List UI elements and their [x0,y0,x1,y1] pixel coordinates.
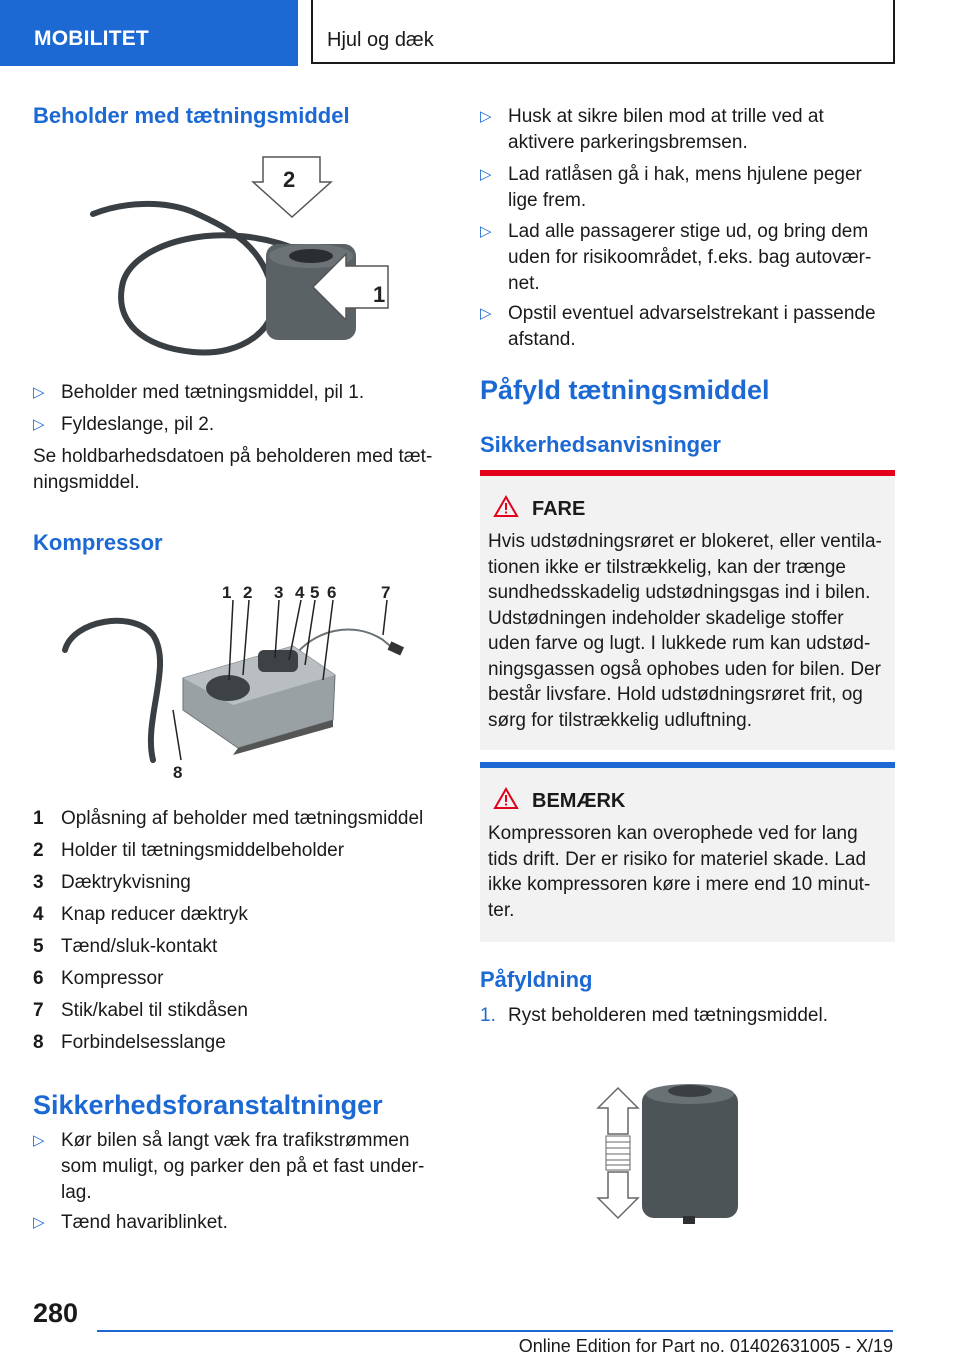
callout-7: 7 [381,583,391,602]
notice-box [480,762,895,942]
heading-container: Beholder med tætningsmiddel [33,103,350,128]
legend-item: 8 Forbindelsesslange [33,1032,226,1053]
callout-2: 2 [243,583,253,602]
danger-title: FARE [532,498,586,520]
callout-1: 1 [222,583,232,602]
callout-3: 3 [274,583,284,602]
callout-6: 6 [327,583,337,602]
heading-safety: Sikkerhedsforanstaltninger [33,1090,383,1120]
warning-triangle-icon [494,788,518,815]
legend-item: 7 Stik/kabel til stikdåsen [33,1000,248,1021]
shake-container-figure [580,1078,760,1228]
container-hose-figure [83,152,386,362]
callout-4: 4 [295,583,305,602]
safety-item: ▷ Lad alle passagerer stige ud, og bring dem uden for risikoområdet, f.eks. bag autoværnet. [480,221,872,294]
safety-item: ▷ Husk at sikre bilen mod at trille ved at aktivere parkeringsbremsen. [480,106,824,153]
legend-item: 4 Knap reducer dæktryk [33,904,248,925]
callout-8: 8 [173,763,183,782]
chapter-title: Hjul og dæk [311,0,895,64]
heading-safety-notes: Sikkerhedsanvisninger [480,432,721,457]
legend-item: 5 Tænd/sluk-kontakt [33,936,218,957]
legend-item: 6 Kompressor [33,968,164,989]
heading-fill-sealant: Påfyld tætningsmiddel [480,375,770,405]
heading-compressor: Kompressor [33,530,163,555]
safety-item: ▷ Opstil eventuel advarselstrekant i passende afstand. [480,303,876,350]
callout-1: 1 [373,282,386,307]
legend-item: 2 Holder til tætningsmiddelbeholder [33,840,345,861]
page-number: 280 [33,1298,79,1328]
container-item: ▷ Beholder med tætningsmiddel, pil 1. [33,382,365,403]
callout-5: 5 [310,583,320,602]
edition-footer: Online Edition for Part no. 01402631005 - X/19 [518,1336,893,1356]
safety-item: ▷ Lad ratlåsen gå i hak, mens hjulene peger lige frem. [480,164,862,211]
container-item: ▷ Fyldeslange, pil 2. [33,414,215,435]
legend-item: 3 Dæktrykvisning [33,872,191,893]
callout-2: 2 [283,167,296,192]
danger-box [480,470,895,750]
safety-item: ▷ Kør bilen så langt væk fra trafikstrømmen som muligt, og parker den på et fast underlag. [33,1130,425,1203]
container-note: Se holdbarhedsdatoen på beholderen med tætningsmiddel. [33,446,433,493]
compressor-figure [53,580,403,785]
warning-triangle-icon [494,496,518,523]
legend-item: 1 Oplåsning af beholder med tætningsmiddel [33,808,424,829]
section-tab: MOBILITET [0,0,298,66]
notice-title: BEMÆRK [532,790,626,812]
safety-item: ▷ Tænd havariblinket. [33,1212,228,1233]
footer-divider [97,1330,893,1332]
notice-body: Kompressoren kan overophede ved for lang tids drift. Der er risiko for materiel skade. Lad ikke kompressoren køre i mere end 10 minutter. [488,823,871,921]
step-item: 1. Ryst beholderen med tætningsmiddel. [480,1005,829,1026]
danger-body: Hvis udstødningsrøret er blokeret, eller ventilationen ikke er tilstrækkelig, kan der trænge sundhedsskadelig udstødningsgas ind i bilen. Udstødningen indeholder skadelige stoffer uden farve og lugt. I lukkede rum kan udstødningsgassen også ophobes uden for bilen. Der består livsfare. Hold udstødningsrøret frit, og sørg for tilstrækkelig udluftning. [488,531,882,731]
heading-filling: Påfyldning [480,967,593,992]
